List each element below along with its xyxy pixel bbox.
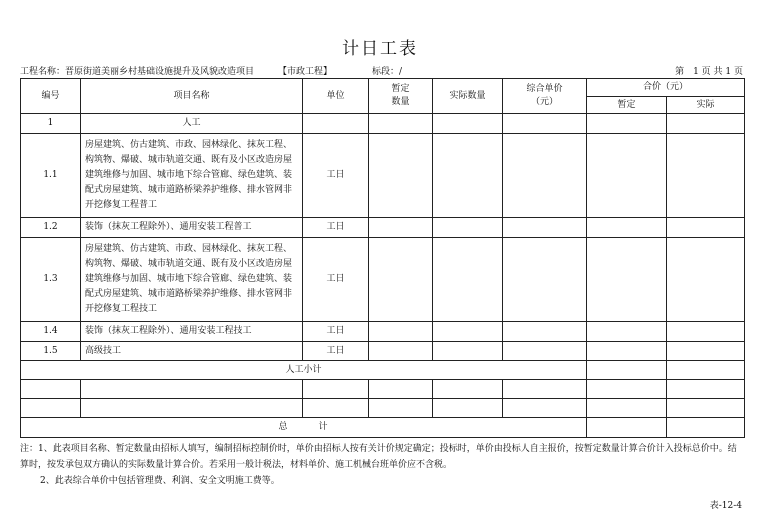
header-unit-price-line2: （元） — [530, 97, 558, 107]
header-provisional-qty — [369, 79, 433, 114]
table-row — [21, 342, 745, 361]
header-unit: 单位 — [303, 79, 369, 114]
row-no: 1.3 — [21, 238, 81, 322]
section-no: 1 — [21, 114, 81, 134]
row-unit: 工日 — [303, 342, 369, 361]
row-name: 装饰（抹灰工程除外）、通用安装工程普工 — [81, 218, 303, 238]
table-row — [21, 322, 745, 342]
header-no: 编号 — [21, 79, 81, 114]
project-name: 工程名称：晋原街道美丽乡村基础设施提升及风貌改造项目 — [20, 67, 255, 77]
header-provisional-qty-line2: 数量 — [391, 97, 410, 107]
row-name: 高级技工 — [81, 342, 303, 361]
row-name: 房屋建筑、仿古建筑、市政、园林绿化、抹灰工程、构筑物、爆破、城市轨道交通、既有及小区改造房屋建筑维修与加固、城市地下综合管廊、绿色建筑、装配式房屋建筑、城市道路桥梁养护维修、排水管网非开挖修复工程技工 — [81, 238, 303, 322]
header-total-provisional: 暂定 — [587, 97, 667, 114]
header-provisional-qty-line1: 暂定 — [391, 84, 410, 94]
header-total-price: 合价（元） — [587, 79, 745, 97]
subtotal-row — [21, 361, 745, 380]
table-code: 表-12-4 — [709, 501, 742, 511]
note-1: 注：1、此表项目名称、暂定数量由招标人填写，编制招标控制价时，单价由招标人按有关计价规定确定；投标时，单价由投标人自主报价，按暂定数量计算合价计入投标总价中。结算时，按发承包双方确认的实际数量计算合价。若采用一般计税法，材料单价、施工机械台班单价应不含税。 — [20, 444, 737, 470]
row-name: 装饰（抹灰工程除外）、通用安装工程技工 — [81, 322, 303, 342]
table-row — [21, 134, 745, 218]
row-no: 1.4 — [21, 322, 81, 342]
header-unit-price-line1: 综合单价 — [526, 84, 563, 94]
table-row — [21, 218, 745, 238]
total-label: 总 计 — [21, 418, 587, 438]
header-name: 项目名称 — [81, 79, 303, 114]
table-row-section — [21, 114, 745, 134]
section-label: 标段：/ — [372, 67, 403, 77]
row-unit: 工日 — [303, 134, 369, 218]
daywork-table — [20, 78, 745, 438]
header-unit-price — [503, 79, 587, 114]
subtotal-label: 人工小计 — [21, 361, 587, 380]
page-title: 计日工表 — [342, 39, 418, 59]
section-name: 人工 — [81, 114, 303, 134]
note-2: 2、此表综合单价中包括管理费、利润、安全文明施工费等。 — [40, 476, 280, 486]
header-actual-qty: 实际数量 — [433, 79, 503, 114]
info-bar — [20, 64, 743, 78]
row-no: 1.5 — [21, 342, 81, 361]
empty-row — [21, 380, 745, 399]
row-no: 1.1 — [21, 134, 81, 218]
row-unit: 工日 — [303, 218, 369, 238]
project-category: 【市政工程】 — [278, 67, 333, 77]
header-total-actual: 实际 — [667, 97, 745, 114]
notes — [20, 441, 744, 489]
row-unit: 工日 — [303, 322, 369, 342]
row-name: 房屋建筑、仿古建筑、市政、园林绿化、抹灰工程、构筑物、爆破、城市轨道交通、既有及小区改造房屋建筑维修与加固、城市地下综合管廊、绿色建筑、装配式房屋建筑、城市道路桥梁养护维修、排水管网非开挖修复工程普工 — [81, 134, 303, 218]
total-row — [21, 418, 745, 438]
row-no: 1.2 — [21, 218, 81, 238]
page-indicator: 第 1 页 共 1 页 — [675, 67, 743, 77]
table-row — [21, 238, 745, 322]
row-unit: 工日 — [303, 238, 369, 322]
empty-row — [21, 399, 745, 418]
